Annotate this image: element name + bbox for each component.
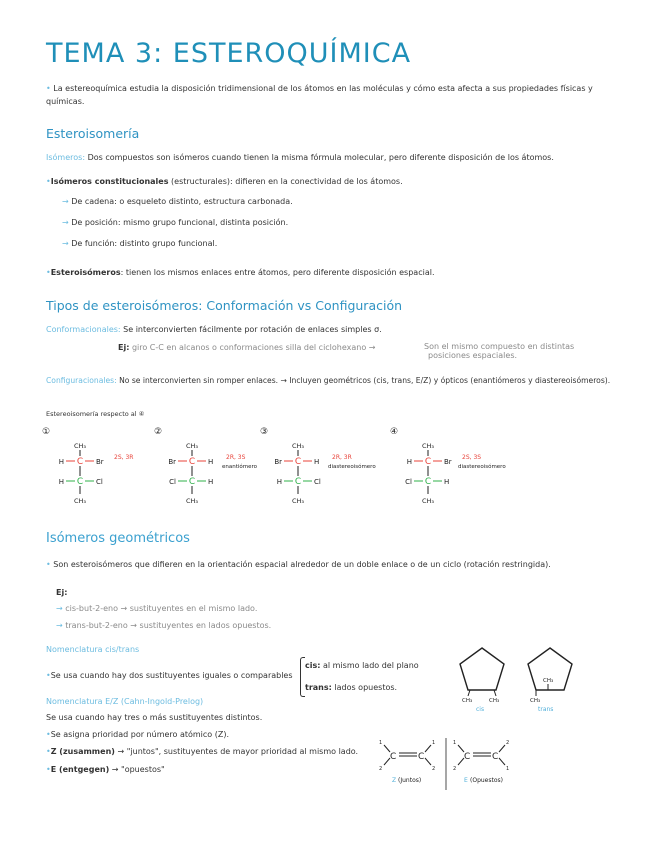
- molecule-top-group: CH₃: [185, 442, 199, 450]
- e-letter: E: [464, 777, 468, 784]
- bond-line: [468, 690, 470, 696]
- molecule-number: ④: [390, 427, 399, 437]
- sub-item-text: De posición: mismo grupo funcional, distinta posición.: [71, 218, 289, 227]
- estereoisomeros-label: Esteroisómeros: [50, 268, 121, 277]
- e-priority-1-right: 1: [506, 766, 510, 772]
- arrow-icon: →: [56, 604, 66, 613]
- conformacionales-text: Se interconvierten fácilmente por rotación de enlaces simples σ.: [123, 325, 382, 334]
- ring-cis: [460, 648, 504, 690]
- molecule-right-sub-1: H: [208, 458, 214, 466]
- conformacionales-definition: [46, 324, 382, 335]
- isomeros-text: Dos compuestos son isómeros cuando tienen la misma fórmula molecular, pero diferente disposición de los átomos.: [87, 153, 554, 162]
- ring-cis-sub-2: CH₃: [489, 698, 500, 704]
- molecule-carbon-3: C: [424, 477, 432, 487]
- example-trans: [56, 620, 271, 631]
- molecule-left-sub-1: H: [406, 458, 412, 466]
- trans-text: lados opuestos.: [334, 683, 398, 692]
- bullet-icon: •: [46, 84, 54, 93]
- page-title: TEMA 3: ESTEROQUÍMICA: [46, 38, 412, 69]
- geometricos-text: Son esteroisómeros que difieren en la orientación espacial alrededor de un doble enlace o de un ciclo (rotación restringida).: [53, 560, 551, 569]
- molecule-configuration: 2R, 3S: [226, 454, 246, 461]
- bullet-icon: •: [46, 560, 54, 569]
- section-heading-tipos: Tipos de esteroisómeros: Conformación vs Configuración: [46, 298, 403, 313]
- e-priority-2-left: 2: [453, 766, 457, 772]
- trans-definition: [305, 682, 397, 693]
- ring-cis-caption: cis: [476, 706, 485, 713]
- molecule-configuration: 2R, 3R: [332, 454, 352, 461]
- z-text: → "juntos", sustituyentes de mayor prioridad al mismo lado.: [117, 747, 359, 756]
- geometricos-definition: [46, 558, 606, 571]
- intro-text: La estereoquímica estudia la disposición tridimensional de los átomos en las moléculas y cómo esta afecta a sus propiedades físicas y químicas.: [46, 84, 593, 106]
- molecule-relation: diastereoisómero: [328, 464, 376, 470]
- example-cis: [56, 603, 257, 614]
- sub-item-text: De cadena: o esqueleto distinto, estructura carbonada.: [71, 197, 293, 206]
- bond-line: [458, 745, 464, 752]
- estereoisomeria-title: Estereoisomería respecto al ④: [46, 410, 145, 418]
- z-label: Z (zusammen): [50, 747, 115, 756]
- arrow-icon: →: [56, 621, 66, 630]
- ring-trans-caption: trans: [538, 706, 554, 713]
- configuracionales-definition: [46, 375, 610, 386]
- molecule-carbon-2: C: [76, 457, 84, 467]
- molecule-right-sub-1: H: [314, 458, 320, 466]
- molecule-bottom-group: CH₃: [185, 497, 199, 505]
- molecule-carbon-2: C: [294, 457, 302, 467]
- e-carbon-right: C: [492, 752, 499, 762]
- molecule-right-sub-1: Br: [96, 458, 104, 466]
- constitucionales-definition: [46, 176, 403, 187]
- bullet-icon: •: [46, 747, 51, 756]
- example-note-line: posiciones espaciales.: [428, 351, 518, 360]
- e-priority-1-left: 1: [453, 740, 457, 746]
- intro-paragraph: [46, 82, 602, 108]
- molecule-carbon-3: C: [294, 477, 302, 487]
- cycloalkane-diagrams: [452, 640, 592, 718]
- molecule-number: ②: [154, 427, 163, 437]
- molecule-number: ③: [260, 427, 269, 437]
- example-note-line: Son el mismo compuesto en distintas: [424, 342, 575, 351]
- z-caption: (Juntos): [398, 777, 422, 784]
- bullet-icon: •: [46, 268, 51, 277]
- geometricos-example-label: Ej:: [56, 588, 68, 597]
- configuracionales-text: No se interconvierten sin romper enlaces. → Incluyen geométricos (cis, trans, E/Z) y ópticos (enantiómeros y diastereoisómeros).: [119, 376, 611, 385]
- molecule-configuration: 2S, 3R: [114, 454, 134, 461]
- molecule-carbon-2: C: [188, 457, 196, 467]
- arrow-icon: →: [62, 218, 72, 227]
- sub-item-cadena: [62, 196, 293, 207]
- ring-cis-sub-1: CH₃: [462, 698, 473, 704]
- molecule-number: ①: [42, 427, 51, 437]
- estereoisomeros-definition: [46, 267, 435, 278]
- z-definition: [46, 746, 358, 757]
- e-definition: [46, 764, 165, 775]
- estereoisomeros-text: : tienen los mismos enlaces entre átomos, pero diferente disposición espacial.: [120, 268, 435, 277]
- molecule-right-sub-2: Cl: [314, 478, 321, 486]
- z-carbon-right: C: [418, 752, 425, 762]
- molecule-carbon-3: C: [188, 477, 196, 487]
- z-priority-1-right: 1: [432, 740, 436, 746]
- e-text: → "opuestos": [111, 765, 165, 774]
- ring-trans-sub-2: CH₃: [530, 698, 541, 704]
- example-trans-text: trans-but-2-eno → sustituyentes en lados opuestos.: [65, 621, 272, 630]
- molecule-right-sub-2: Cl: [96, 478, 103, 486]
- molecule-left-sub-2: Cl: [169, 478, 176, 486]
- e-carbon-left: C: [464, 752, 471, 762]
- molecule-right-sub-2: H: [208, 478, 214, 486]
- example-cis-text: cis-but-2-eno → sustituyentes en el mismo lado.: [65, 604, 258, 613]
- molecule-bottom-group: CH₃: [421, 497, 435, 505]
- bond-line: [499, 745, 505, 752]
- bullet-icon: •: [46, 765, 51, 774]
- sub-item-posicion: [62, 217, 288, 228]
- constitucionales-label: Isómeros constitucionales: [50, 177, 169, 186]
- molecule-left-sub-1: H: [58, 458, 64, 466]
- z-priority-1-left: 1: [379, 740, 383, 746]
- molecule-left-sub-2: Cl: [405, 478, 412, 486]
- molecule-right-sub-1: Br: [444, 458, 452, 466]
- sub-item-text: De función: distinto grupo funcional.: [71, 239, 218, 248]
- ez-rule-text: Se asigna prioridad por número atómico (Z).: [50, 730, 230, 739]
- example-text: giro C-C en alcanos o conformaciones silla del ciclohexano →: [131, 343, 376, 352]
- molecule-carbon-2: C: [424, 457, 432, 467]
- fischer-projections: [40, 424, 506, 514]
- molecule-left-sub-1: Br: [168, 458, 176, 466]
- ez-rule-priority: [46, 729, 229, 740]
- e-priority-2-right: 2: [506, 740, 510, 746]
- molecule-relation: diastereoisómero: [458, 464, 506, 470]
- molecule-left-sub-2: H: [276, 478, 282, 486]
- conformacionales-label: Conformacionales:: [46, 325, 121, 334]
- isomeros-definition: [46, 152, 554, 163]
- nomenclatura-ez-heading: Nomenclatura E/Z (Cahn-Ingold-Prelog): [46, 697, 204, 706]
- nomenclatura-cis-trans-desc: Se usa cuando hay dos sustituyentes iguales o comparables: [50, 671, 293, 680]
- bond-line: [425, 745, 431, 752]
- e-caption: (Opuestos): [470, 777, 503, 784]
- molecule-top-group: CH₃: [291, 442, 305, 450]
- ring-trans-sub-1: CH₃: [543, 678, 554, 684]
- molecule-left-sub-2: H: [58, 478, 64, 486]
- molecule-relation: enantiómero: [222, 464, 258, 470]
- molecule-right-sub-2: H: [444, 478, 450, 486]
- bond-line: [384, 745, 390, 752]
- z-priority-2-right: 2: [432, 766, 436, 772]
- example-label: Ej:: [118, 343, 130, 352]
- molecule-left-sub-1: Br: [274, 458, 282, 466]
- isomeros-label: Isómeros:: [46, 153, 86, 162]
- molecule-top-group: CH₃: [421, 442, 435, 450]
- nomenclatura-cis-trans-text: [46, 670, 293, 681]
- cis-text: al mismo lado del plano: [323, 661, 419, 670]
- example-note: [424, 342, 574, 360]
- trans-label: trans:: [305, 683, 332, 692]
- conformacionales-example: [118, 342, 376, 353]
- molecule-carbon-3: C: [76, 477, 84, 487]
- constitucionales-text: (estructurales): difieren en la conectividad de los átomos.: [171, 177, 403, 186]
- sub-item-funcion: [62, 238, 217, 249]
- nomenclatura-ez-text: Se usa cuando hay tres o más sustituyentes distintos.: [46, 713, 263, 722]
- e-label: E (entgegen): [50, 765, 110, 774]
- molecule-top-group: CH₃: [73, 442, 87, 450]
- bullet-icon: •: [46, 177, 51, 186]
- nomenclatura-cis-trans-heading: Nomenclatura cis/trans: [46, 645, 140, 654]
- arrow-icon: →: [62, 197, 72, 206]
- bond-line: [499, 758, 505, 765]
- z-carbon-left: C: [390, 752, 397, 762]
- ez-diagrams: [378, 732, 518, 792]
- z-priority-2-left: 2: [379, 766, 383, 772]
- section-heading-esteroisomeria: Esteroisomería: [46, 126, 140, 141]
- cis-definition: [305, 660, 419, 671]
- section-heading-geometricos: Isómeros geométricos: [46, 531, 190, 546]
- bond-line: [425, 758, 431, 765]
- bond-line: [494, 690, 496, 696]
- bullet-icon: •: [46, 730, 51, 739]
- z-letter: Z: [392, 777, 397, 784]
- cis-label: cis:: [305, 661, 321, 670]
- molecule-configuration: 2S, 3S: [462, 454, 482, 461]
- molecule-bottom-group: CH₃: [73, 497, 87, 505]
- bullet-icon: •: [46, 671, 51, 680]
- configuracionales-label: Configuracionales:: [46, 376, 117, 385]
- arrow-icon: →: [62, 239, 72, 248]
- molecule-bottom-group: CH₃: [291, 497, 305, 505]
